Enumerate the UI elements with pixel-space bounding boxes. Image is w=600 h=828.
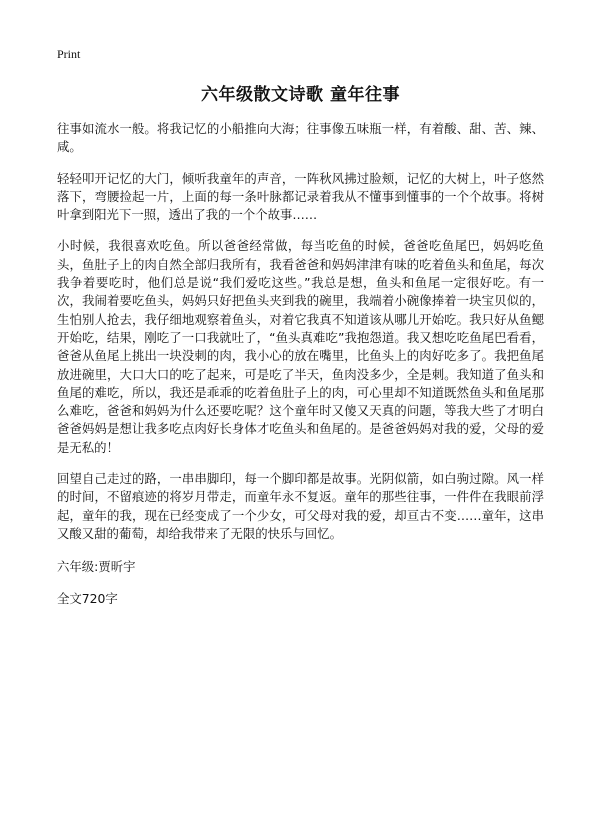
article-title: 六年级散文诗歌 童年往事	[201, 85, 400, 105]
article-body	[57, 120, 544, 543]
paragraph-reflection: 回望自己走过的路，一串串脚印，每一个脚印都是故事。光阴似箭，如白驹过隙。风一样的时间，不留痕迹的将岁月带走，而童年永不复返。童年的那些往事，一件件在我眼前浮起，童年的我，现在已经变成了一个少女，可父母对我的爱，却亘古不变……童年，这串又酸又甜的葡萄，却给我带来了无限的快乐与回忆。	[57, 471, 544, 541]
paragraph-intro: 往事如流水一般。将我记忆的小船推向大海；往事像五味瓶一样，有着酸、甜、苦、辣、咸。	[57, 121, 544, 155]
print-link[interactable]	[57, 43, 544, 62]
paragraph-memory-door: 轻轻叩开记忆的大门，倾听我童年的声音，一阵秋风拂过脸颊，记忆的大树上，叶子悠然落下，弯腰捡起一片，上面的每一条叶脉都记录着我从不懂事到懂事的一个个故事。将树叶拿到阳光下一照，透出了我的一个个故事……	[57, 170, 544, 223]
word-count: 全文720字	[57, 591, 118, 607]
author-line: 六年级:贾昕宇	[57, 559, 136, 575]
print-link-label[interactable]: Print	[57, 47, 81, 61]
paragraph-fish-story: 小时候，我很喜欢吃鱼。所以爸爸经常做，每当吃鱼的时候，爸爸吃鱼尾巴，妈妈吃鱼头，鱼肚子上的肉自然全部归我所有，我看爸爸和妈妈津津有味的吃着鱼头和鱼尾，每次我争着要吃时，他们总是说“我们爱吃这些。”我总是想，鱼头和鱼尾一定很好吃。有一次，我闹着要吃鱼头，妈妈只好把鱼头夹到我的碗里，我端着小碗像捧着一块宝贝似的，生怕别人抢去，我仔细地观察着鱼头，对着它我真不知道该从哪儿开始吃。我只好从鱼鳃开始吃，结果，刚吃了一口我就吐了，“鱼头真难吃”我抱怨道。我又想吃吃鱼尾巴看看，爸爸从鱼尾上挑出一块没刺的肉，我小心的放在嘴里，比鱼头上的肉好吃多了。我把鱼尾放进碗里，大口大口的吃了起来，可是吃了半天，鱼肉没多少，全是刺。我知道了鱼头和鱼尾的难吃，所以，我还是乖乖的吃着鱼肚子上的肉，可心里却不知道既然鱼头和鱼尾那么难吃，爸爸和妈妈为什么还要吃呢？这个童年时又傻又天真的问题，等我大些了才明白爸爸妈妈是想让我多吃点肉好长身体才吃鱼头和鱼尾的。是爸爸妈妈对我的爱，父母的爱是无私的！	[57, 238, 544, 455]
